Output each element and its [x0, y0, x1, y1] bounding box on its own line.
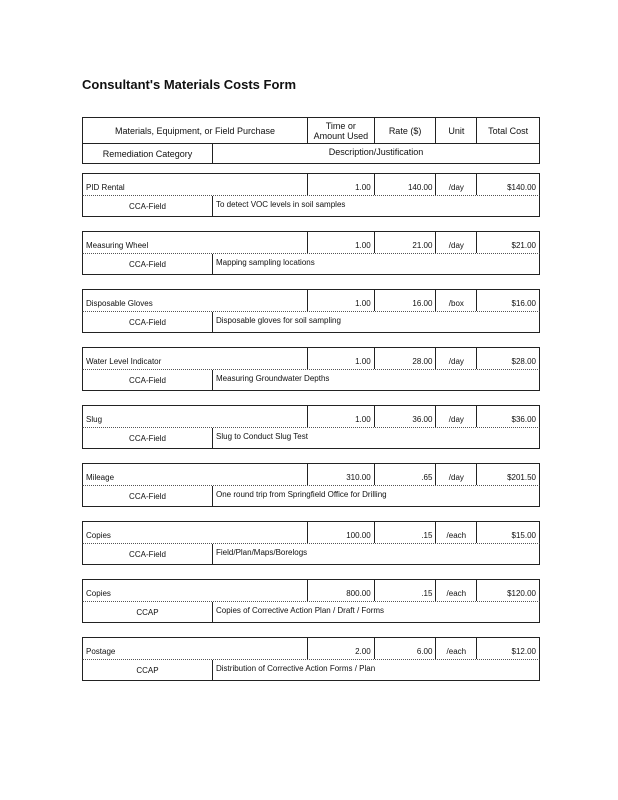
item-total: $140.00 — [507, 183, 536, 192]
item-unit: /day — [436, 348, 477, 369]
item-name: Water Level Indicator — [83, 348, 308, 369]
item-description: Mapping sampling locations — [216, 258, 315, 267]
item-description: Slug to Conduct Slug Test — [216, 432, 308, 441]
table-row-description — [82, 312, 540, 333]
item-total: $36.00 — [511, 415, 536, 424]
item-unit: /day — [436, 232, 477, 253]
item-total: $21.00 — [511, 241, 536, 250]
table-row — [82, 405, 540, 428]
table-row-description — [82, 602, 540, 623]
item-unit: /box — [436, 290, 477, 311]
item-rate: 140.00 — [375, 174, 437, 195]
table-row — [82, 231, 540, 254]
item-time: 2.00 — [308, 638, 375, 659]
item-unit: /day — [436, 406, 477, 427]
item-rate: 6.00 — [375, 638, 437, 659]
item-category: CCA-Field — [83, 254, 213, 274]
item-time: 1.00 — [308, 348, 375, 369]
item-category: CCA-Field — [83, 544, 213, 564]
item-unit: /day — [436, 174, 477, 195]
table-row-description — [82, 486, 540, 507]
item-time: 1.00 — [308, 406, 375, 427]
item-description: Field/Plan/Maps/Borelogs — [216, 548, 308, 557]
table-row-description — [82, 254, 540, 275]
item-category: CCA-Field — [83, 196, 213, 216]
item-rate: .15 — [375, 580, 437, 601]
item-rate: 16.00 — [375, 290, 437, 311]
header-total: Total Cost — [488, 125, 529, 136]
item-time: 1.00 — [308, 290, 375, 311]
table-subheader — [82, 144, 540, 164]
table-row — [82, 173, 540, 196]
table-row-description — [82, 544, 540, 565]
table-row — [82, 579, 540, 602]
item-description: Measuring Groundwater Depths — [216, 374, 330, 383]
item-description: Disposable gloves for soil sampling — [216, 316, 341, 325]
item-category: CCA-Field — [83, 370, 213, 390]
item-rate: .65 — [375, 464, 437, 485]
table-row — [82, 637, 540, 660]
item-rate: 36.00 — [375, 406, 437, 427]
item-unit: /each — [436, 580, 477, 601]
item-category: CCAP — [83, 602, 213, 622]
item-total: $15.00 — [511, 531, 536, 540]
item-name: PID Rental — [83, 174, 308, 195]
table-row — [82, 521, 540, 544]
header-unit: Unit — [436, 118, 477, 143]
item-category: CCAP — [83, 660, 213, 680]
header-description: Description/Justification — [328, 147, 424, 157]
item-unit: /day — [436, 464, 477, 485]
table-row-description — [82, 428, 540, 449]
header-time: Time or Amount Used — [308, 118, 375, 143]
item-category: CCA-Field — [83, 428, 213, 448]
item-category: CCA-Field — [83, 312, 213, 332]
item-description: To detect VOC levels in soil samples — [216, 200, 346, 209]
table-header — [82, 117, 540, 144]
table-row-description — [82, 196, 540, 217]
table-row — [82, 289, 540, 312]
item-total: $28.00 — [511, 357, 536, 366]
item-description: One round trip from Springfield Office for Drilling — [216, 490, 387, 499]
item-total: $120.00 — [507, 589, 536, 598]
item-description: Distribution of Corrective Action Forms / Plan — [216, 664, 376, 673]
item-name: Mileage — [83, 464, 308, 485]
item-category: CCA-Field — [83, 486, 213, 506]
item-time: 800.00 — [308, 580, 375, 601]
table-row — [82, 463, 540, 486]
item-total: $12.00 — [511, 647, 536, 656]
table-row-description — [82, 660, 540, 681]
header-category: Remediation Category — [83, 144, 213, 163]
item-total: $201.50 — [507, 473, 536, 482]
form-title: Consultant's Materials Costs Form — [82, 77, 297, 92]
item-total: $16.00 — [511, 299, 536, 308]
item-time: 310.00 — [308, 464, 375, 485]
item-name: Postage — [83, 638, 308, 659]
item-rate: .15 — [375, 522, 437, 543]
item-rate: 28.00 — [375, 348, 437, 369]
item-time: 1.00 — [308, 232, 375, 253]
item-name: Measuring Wheel — [83, 232, 308, 253]
item-name: Disposable Gloves — [83, 290, 308, 311]
item-time: 1.00 — [308, 174, 375, 195]
item-unit: /each — [436, 638, 477, 659]
item-time: 100.00 — [308, 522, 375, 543]
item-unit: /each — [436, 522, 477, 543]
header-item: Materials, Equipment, or Field Purchase — [83, 118, 308, 143]
item-name: Copies — [83, 580, 308, 601]
item-name: Copies — [83, 522, 308, 543]
table-row-description — [82, 370, 540, 391]
item-name: Slug — [83, 406, 308, 427]
item-rate: 21.00 — [375, 232, 437, 253]
table-row — [82, 347, 540, 370]
header-rate: Rate ($) — [375, 118, 437, 143]
item-description: Copies of Corrective Action Plan / Draft / Forms — [216, 606, 385, 615]
